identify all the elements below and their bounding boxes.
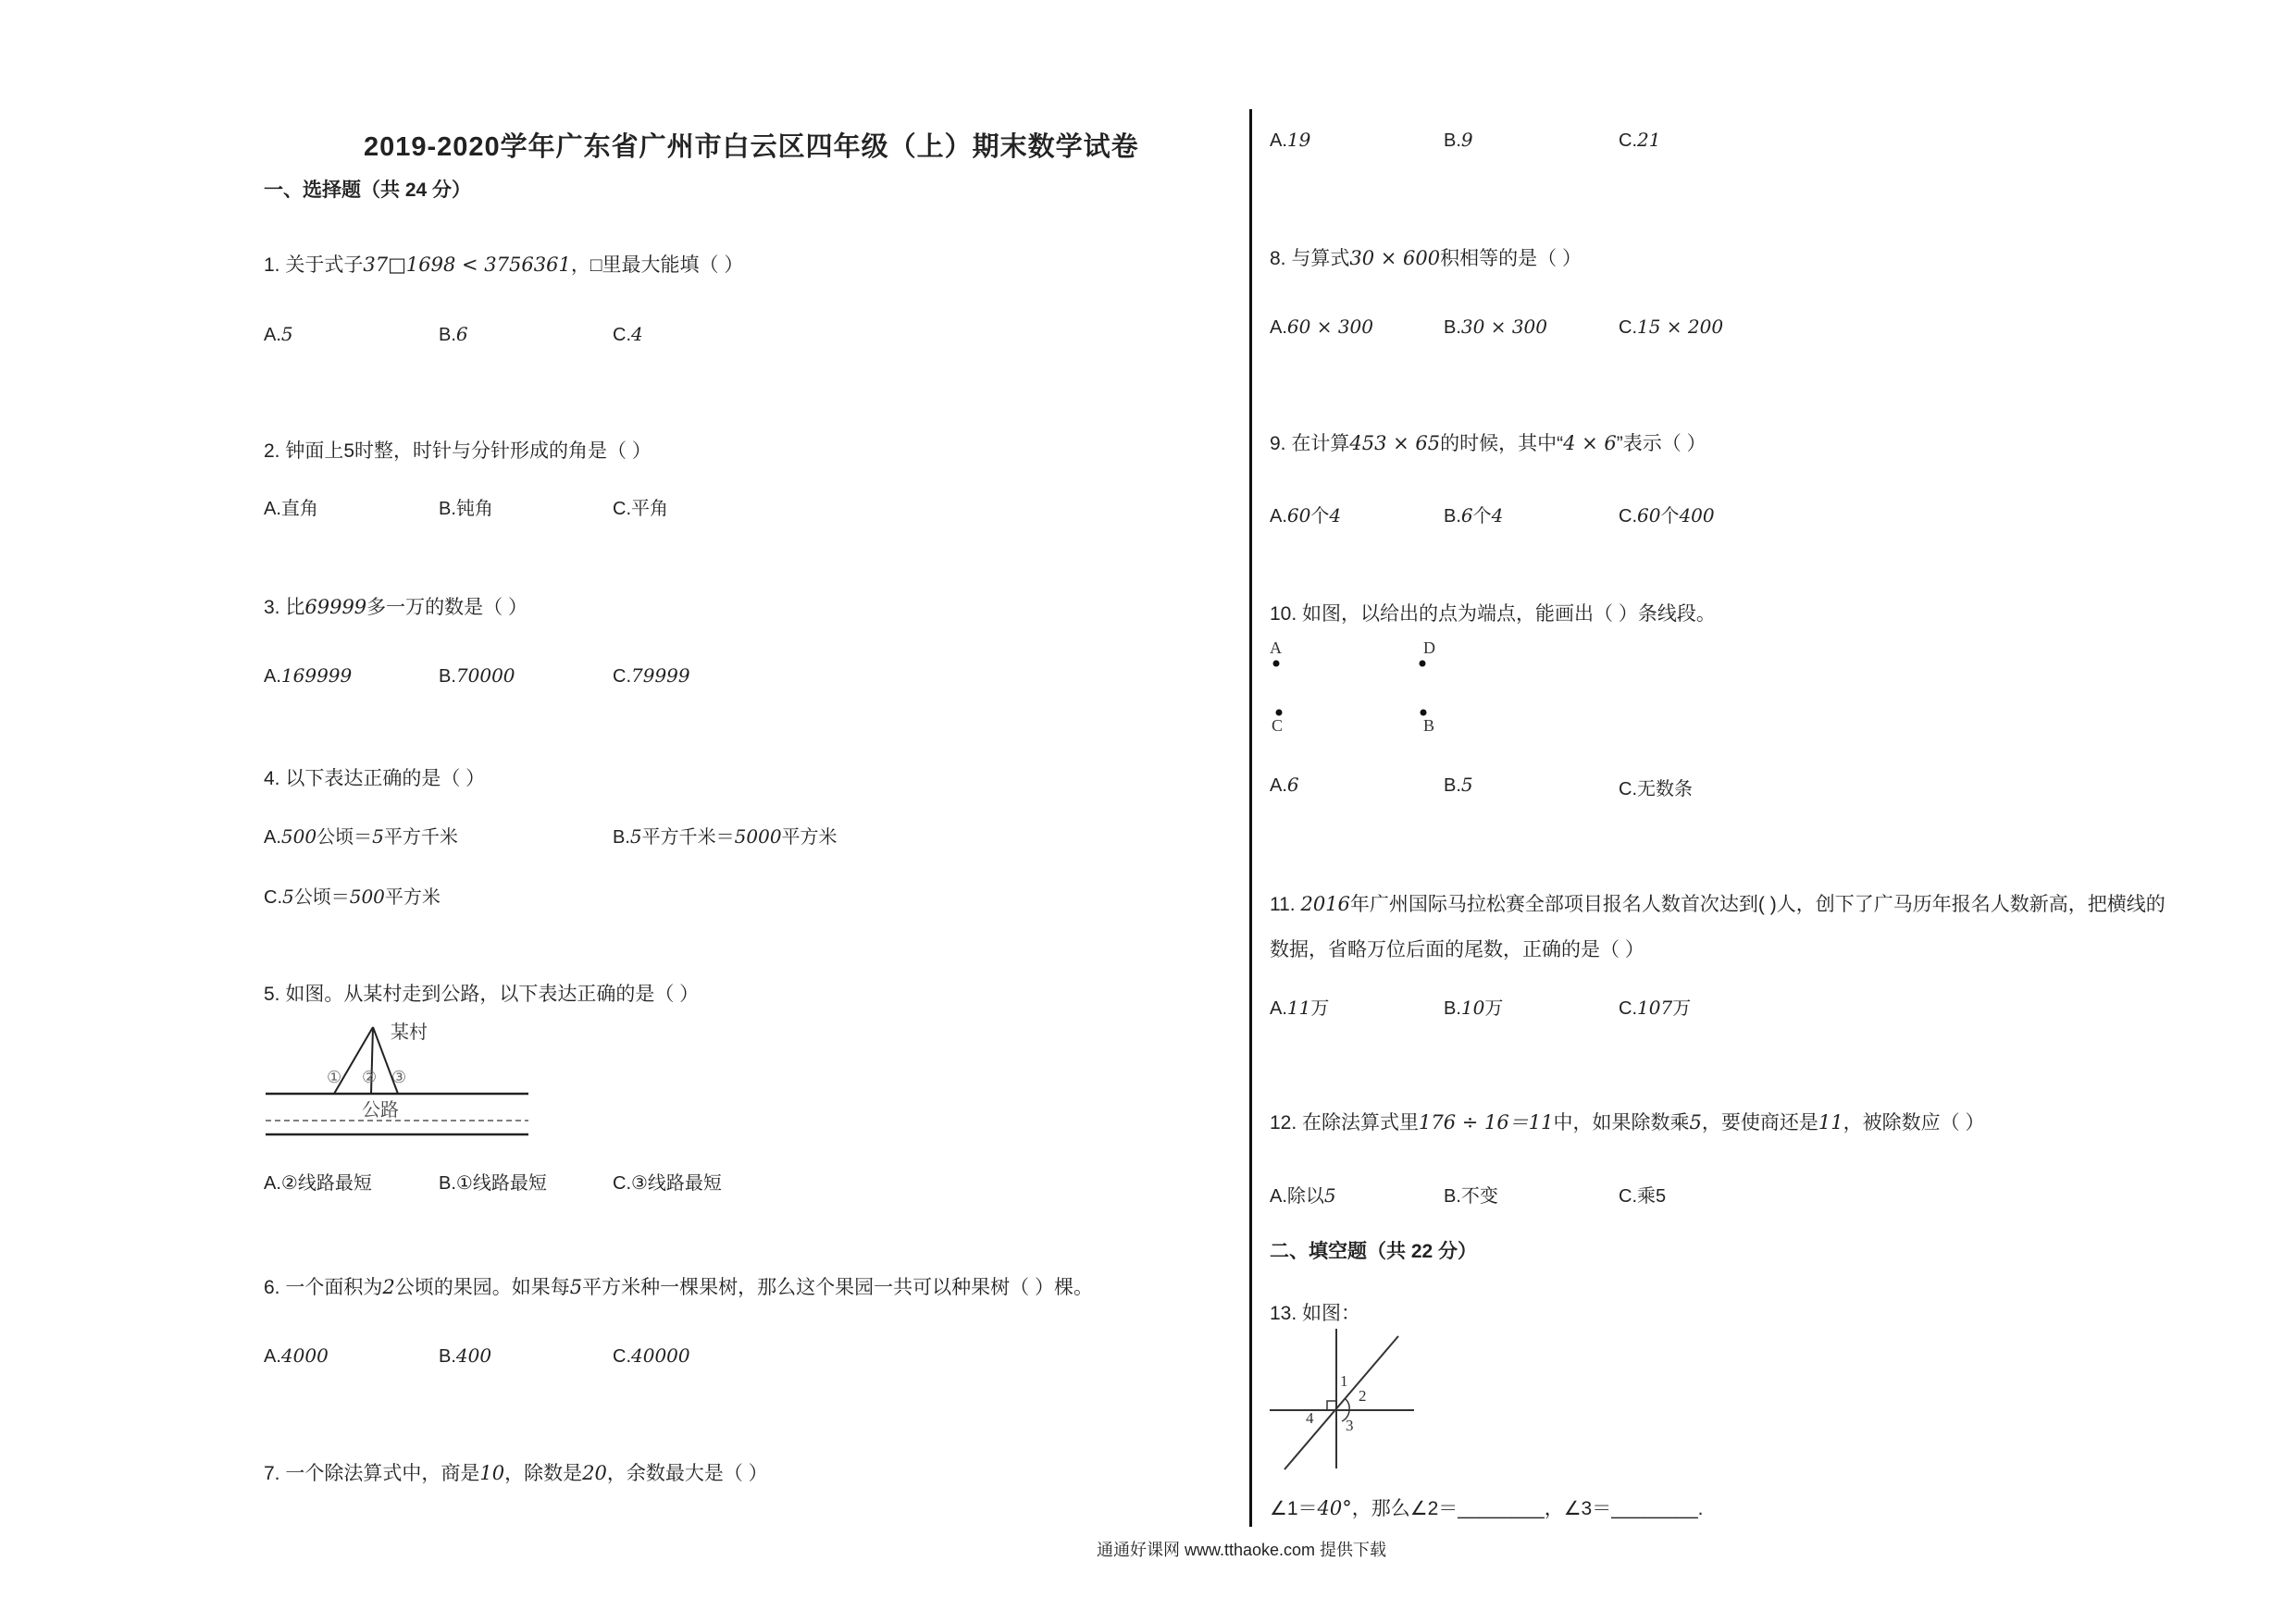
question-11-line-1: 11. 2016年广州国际马拉松赛全部项目报名人数首次达到( )人，创下了广马历年报名人数新高，把横线的 [1270, 893, 2166, 915]
q8-option-c[interactable]: C.15 × 200 [1619, 316, 1724, 338]
q5-option-b[interactable]: B.①线路最短 [439, 1173, 547, 1194]
section-heading-choice: 一、选择题（共 24 分） [264, 180, 472, 201]
q1-option-b[interactable]: B.6 [439, 323, 468, 345]
page-footer: 通通好课网 www.tthaoke.com 提供下载 [1097, 1541, 1387, 1559]
question-8: 8. 与算式30 × 600积相等的是（ ） [1270, 247, 1582, 269]
q3-option-b[interactable]: B.70000 [439, 664, 515, 687]
q8-option-a[interactable]: A.60 × 300 [1270, 316, 1374, 338]
route-1-label: ① [327, 1068, 342, 1086]
page-title: 2019-2020学年广东省广州市白云区四年级（上）期末数学试卷 [364, 132, 1139, 162]
q10-option-c[interactable]: C.无数条 [1619, 779, 1693, 799]
angle-3-label: 3 [1346, 1417, 1354, 1434]
question-4: 4. 以下表达正确的是（ ） [264, 768, 486, 789]
angle-4-label: 4 [1306, 1409, 1314, 1427]
point-a-label: A [1270, 638, 1282, 657]
section-heading-fill-in: 二、填空题（共 22 分） [1270, 1241, 1478, 1262]
q3-option-c[interactable]: C.79999 [613, 664, 690, 687]
q10-option-b[interactable]: B.5 [1444, 774, 1473, 796]
q1-option-c[interactable]: C.4 [613, 323, 643, 345]
village-label: 某村 [391, 1022, 428, 1043]
q12-option-b[interactable]: B.不变 [1444, 1186, 1498, 1207]
q1-option-a[interactable]: A.5 [264, 323, 293, 345]
q7-option-b[interactable]: B.9 [1444, 129, 1473, 151]
q6-option-c[interactable]: C.40000 [613, 1344, 690, 1367]
angle-3-blank[interactable]: ________ [1611, 1498, 1698, 1519]
four-points-figure [1268, 635, 1453, 737]
q10-option-a[interactable]: A.6 [1270, 774, 1299, 796]
angle-2-blank[interactable]: ________ [1458, 1498, 1545, 1519]
q8-option-b[interactable]: B.30 × 300 [1444, 316, 1548, 338]
q4-option-c[interactable]: C.5公顷＝500平方米 [264, 886, 441, 908]
question-9: 9. 在计算453 × 65的时候，其中“4 × 6”表示（ ） [1270, 432, 1706, 454]
q4-option-b[interactable]: B.5平方千米＝5000平方米 [613, 825, 838, 848]
q9-option-a[interactable]: A.60个4 [1270, 504, 1342, 527]
q6-option-b[interactable]: B.400 [439, 1344, 492, 1367]
q12-option-a[interactable]: A.除以5 [1270, 1184, 1336, 1207]
q7-option-c[interactable]: C.21 [1619, 129, 1661, 151]
question-13: 13. 如图： [1270, 1303, 1361, 1324]
q2-option-b[interactable]: B.钝角 [439, 499, 493, 519]
question-6: 6. 一个面积为2公顷的果园。如果每5平方米种一棵果树，那么这个果园一共可以种果树（ ）棵。 [264, 1276, 1093, 1298]
question-5: 5. 如图。从某村走到公路，以下表达正确的是（ ） [264, 984, 700, 1005]
q12-option-c[interactable]: C.乘5 [1619, 1186, 1667, 1207]
q2-option-c[interactable]: C.平角 [613, 499, 668, 519]
route-3-label: ③ [391, 1068, 407, 1086]
q11-option-a[interactable]: A.11万 [1270, 997, 1330, 1019]
q3-option-a[interactable]: A.169999 [264, 664, 353, 687]
q11-option-b[interactable]: B.10万 [1444, 997, 1504, 1019]
question-1: 1. 关于式子37□1698 < 3756361，□里最大能填（ ） [264, 254, 744, 276]
question-11-line-2: 数据，省略万位后面的尾数，正确的是（ ） [1270, 939, 1644, 960]
question-10: 10. 如图，以给出的点为端点，能画出（ ）条线段。 [1270, 603, 1716, 625]
point-d [1420, 661, 1426, 667]
village-road-figure [264, 1016, 541, 1146]
point-b-label: B [1423, 716, 1435, 735]
angle-1-label: 1 [1340, 1372, 1348, 1390]
point-c-label: C [1272, 716, 1284, 735]
road-label: 公路 [362, 1100, 399, 1121]
q4-option-a[interactable]: A.500公顷＝5平方千米 [264, 825, 458, 848]
question-12: 12. 在除法算式里176 ÷ 16＝11中，如果除数乘5，要使商还是11，被除数应（ ） [1270, 1111, 1985, 1134]
q7-option-a[interactable]: A.19 [1270, 129, 1311, 151]
q2-option-a[interactable]: A.直角 [264, 499, 318, 519]
q11-option-c[interactable]: C.107万 [1619, 997, 1692, 1019]
column-divider [1249, 109, 1252, 1527]
question-13-answer: ∠1＝40°，那么∠2＝________，∠3＝________. [1270, 1497, 1704, 1519]
point-c [1276, 710, 1283, 716]
q5-option-a[interactable]: A.②线路最短 [264, 1173, 372, 1194]
q9-option-c[interactable]: C.60个400 [1619, 504, 1715, 527]
q5-option-c[interactable]: C.③线路最短 [613, 1173, 722, 1194]
point-b [1421, 710, 1427, 716]
angle-2-label: 2 [1359, 1387, 1367, 1405]
point-d-label: D [1423, 638, 1435, 657]
question-2: 2. 钟面上5时整，时针与分针形成的角是（ ） [264, 440, 652, 462]
question-7: 7. 一个除法算式中，商是10，除数是20，余数最大是（ ） [264, 1462, 768, 1484]
q9-option-b[interactable]: B.6个4 [1444, 504, 1504, 527]
q6-option-a[interactable]: A.4000 [264, 1344, 329, 1367]
route-2-label: ② [362, 1068, 378, 1086]
question-3: 3. 比69999多一万的数是（ ） [264, 596, 528, 618]
point-a [1273, 661, 1280, 667]
angles-figure [1266, 1325, 1423, 1478]
